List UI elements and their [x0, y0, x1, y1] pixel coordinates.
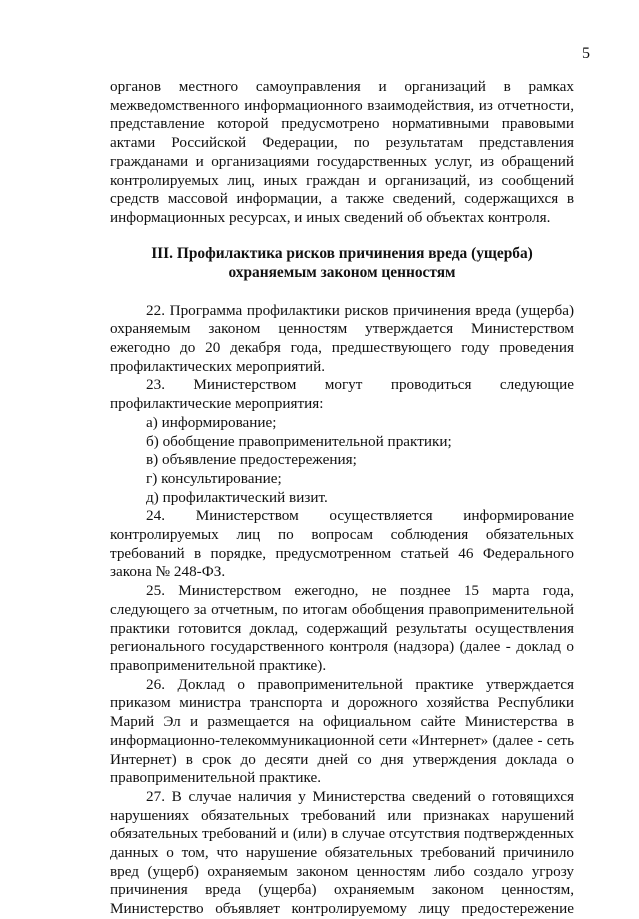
- list-item-a: а) информирование;: [146, 413, 277, 431]
- paragraph-25: 25. Министерством ежегодно, не позднее 15 марта года, следующего за отчетным, по итогам обобщения правоприменительной практики готовится доклад, содержащий результаты осуществления регионального государственного контроля (надзора) (далее - доклад о правоприменительной практике).: [110, 582, 574, 674]
- section-heading: [110, 244, 574, 282]
- paragraph-23: 23. Министерством могут проводиться следующие профилактические мероприятия:: [110, 376, 574, 413]
- list-item-d: д) профилактический визит.: [146, 488, 328, 506]
- list-item-v: в) объявление предостережения;: [146, 451, 357, 469]
- paragraph-27: 27. В случае наличия у Министерства сведений о готовящихся нарушениях обязательных требований или признаках нарушений обязательных требований и (или) в случае отсутствия подтвержденных данных о том, что нарушение обязательных требований причинило вред (ущерб) охраняемым законом ценностям либо создало угрозу причинения вреда (ущерба) охраняемым законом ценностям, Министерство объявляет контролируемому лицу предостережение: [110, 787, 574, 918]
- page-number: 5: [582, 45, 590, 62]
- intro-paragraph: органов местного самоуправления и организаций в рамках межведомственного информационного взаимодействия, из отчетности, представление которой предусмотрено нормативными правовыми актами Российской Федерации, по результатам представления гражданами и организациями государственных услуг, из обращений контролируемых лиц, иных граждан и организаций, из сообщений средств массовой информации, а также сведений, содержащихся в информационных ресурсах, и иных сведений об объектах контроля.: [110, 78, 574, 226]
- paragraph-26: 26. Доклад о правоприменительной практике утверждается приказом министра транспорта и дорожного хозяйства Республики Марий Эл и размещается на официальном сайте Министерства в информационно-телекоммуникационной сети «Интернет» (далее - сеть Интернет) в срок до десяти дней со дня утверждения доклада о правоприменительной практике.: [110, 675, 574, 787]
- section-heading-line-1: III. Профилактика рисков причинения вреда (ущерба): [151, 244, 533, 262]
- preventive-measures-list: [110, 414, 574, 508]
- paragraph-22: 22. Программа профилактики рисков причинения вреда (ущерба) охраняемым законом ценностям утверждается Министерством ежегодно до 20 декабря года, предшествующего году проведения профилактических мероприятий.: [110, 301, 574, 375]
- section-heading-line-2: охраняемым законом ценностям: [228, 263, 456, 281]
- list-item-g: г) консультирование;: [146, 469, 282, 487]
- list-item-b: б) обобщение правоприменительной практики;: [146, 432, 452, 450]
- document-body: [110, 78, 574, 919]
- paragraph-24: 24. Министерством осуществляется информирование контролируемых лиц по вопросам соблюдения обязательных требований в порядке, предусмотренном статьей 46 Федерального закона № 248-ФЗ.: [110, 507, 574, 581]
